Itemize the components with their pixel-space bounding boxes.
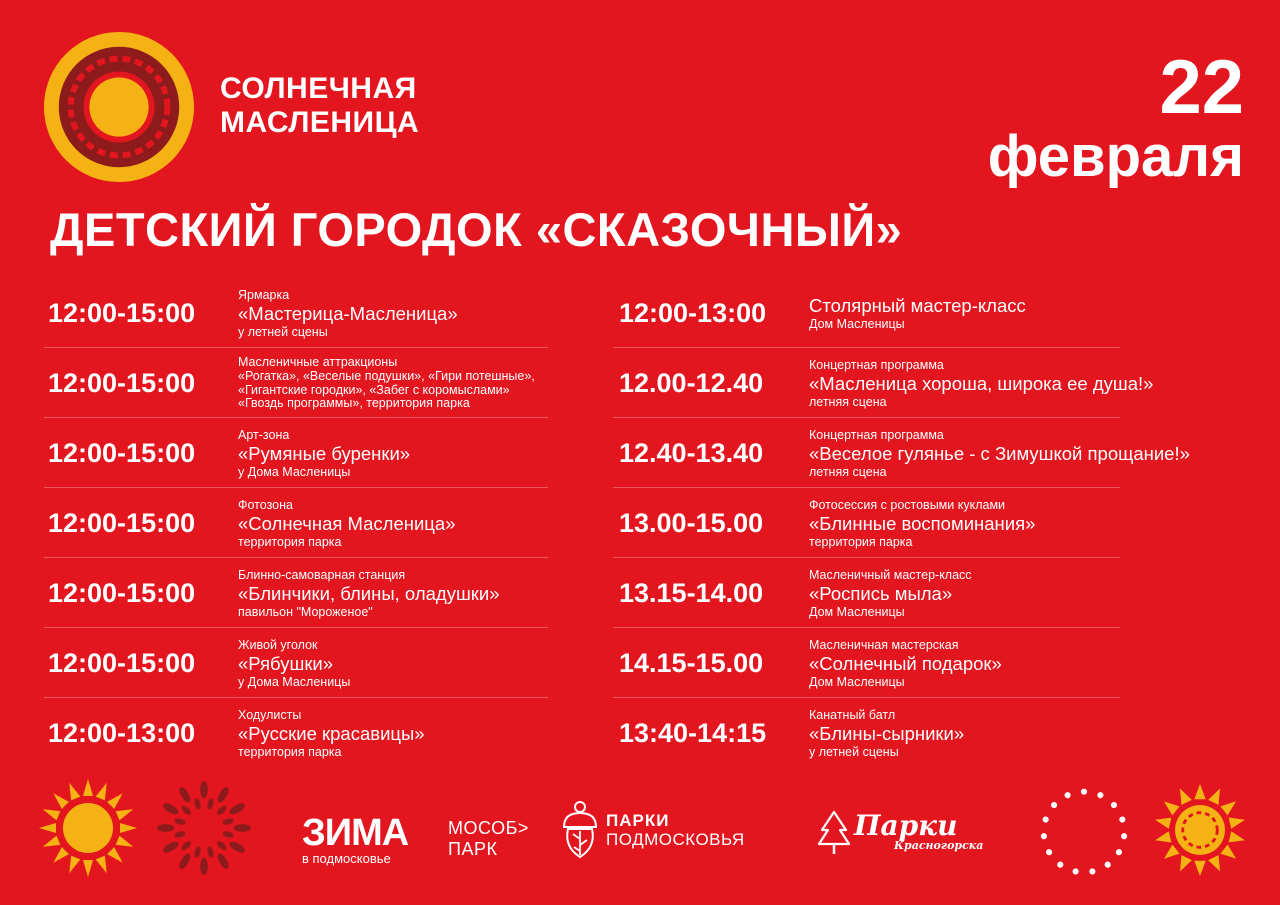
row-name: «Масленица хороша, широка ее душа!» [809,372,1154,394]
row-details-line: «Рогатка», «Веселые подушки», «Гири потешные», [238,369,535,384]
row-time: 14.15-15.00 [619,648,764,678]
schedule-row [44,558,548,628]
schedule-row [613,488,1120,558]
row-category: Концертная программа [809,357,944,372]
parki-line-1: ПАРКИ [606,810,670,830]
row-time: 12:00-15:00 [48,298,196,328]
leaf-ring-icon [156,780,252,876]
row-place: Дом Масленицы [809,674,905,689]
row-info [238,628,350,698]
row-place: Дом Масленицы [809,317,905,331]
row-category: Концертная программа [809,427,944,442]
row-time: 12:00-13:00 [48,718,196,748]
row-time: 13.00-15.00 [619,508,764,538]
partner-zima-logo [302,814,408,866]
row-time: 12:00-15:00 [48,368,196,398]
row-category: Блинно-самоварная станция [238,567,406,582]
date-month: февраля [987,124,1244,189]
row-name: «Роспись мыла» [809,582,953,604]
row-place: летняя сцена [809,464,887,479]
row-time: 12.00-12.40 [619,368,764,398]
page-title: ДЕТСКИЙ ГОРОДОК «СКАЗОЧНЫЙ» [50,203,903,256]
brand-line-1: СОЛНЕЧНАЯ [220,72,417,105]
row-name: «Мастерица-Масленица» [238,302,458,324]
sun-logo-core [89,77,148,136]
row-name: «Русские красавицы» [238,722,425,744]
schedule-row [613,558,1120,628]
row-category: Канатный батл [809,707,896,722]
schedule-row [44,628,548,698]
schedule-row [44,348,548,418]
row-info [809,488,1035,558]
sun-logo-icon [40,28,198,186]
krasnogorsk-line-2: Красногорска [894,839,984,852]
row-details-line: «Гигантские городки», «Забег с коромыслами» [238,382,510,397]
row-place: у летней сцены [238,324,328,339]
row-place: территория парка [238,744,342,759]
schedule-row [44,418,548,488]
row-info [238,558,500,628]
row-name: «Румяные буренки» [238,442,411,464]
schedule-row [44,278,548,348]
schedule-left-column [44,278,548,768]
row-details-line: «Гвоздь программы», территория парка [238,396,470,411]
dot-ring-icon [1036,784,1132,880]
row-name: Столярный мастер-класс [809,295,1026,316]
mosobpark-line-1: МОСОБ> [448,818,529,838]
row-time: 12:00-15:00 [48,438,196,468]
date-day: 22 [1159,45,1244,130]
row-category: Ходулисты [238,707,302,722]
sun-right-icon [1152,782,1248,878]
row-category: Ярмарка [238,287,290,302]
schedule-row [613,278,1120,348]
row-place: у Дома Масленицы [238,674,351,689]
row-time: 12:00-15:00 [48,578,196,608]
row-place: у Дома Масленицы [238,464,351,479]
zima-logo-subtext: в подмосковье [302,851,391,866]
parki-text [606,811,745,850]
row-place: павильон "Мороженое" [238,604,373,619]
row-info [238,488,455,558]
row-info [809,348,1153,418]
row-time: 13:40-14:15 [619,718,767,748]
leaf-icon [560,801,600,859]
row-time: 12.40-13.40 [619,438,764,468]
event-date [987,45,1244,189]
partner-mosobpark-logo [448,818,529,860]
partner-parki-krasnogorska-logo [816,806,983,858]
row-category: Арт-зона [238,427,290,442]
row-name: «Блинчики, блины, оладушки» [238,582,500,604]
schedule-row [613,418,1190,488]
row-place: Дом Масленицы [809,604,905,619]
row-category: Масленичная мастерская [809,637,959,652]
row-time: 12:00-15:00 [48,648,196,678]
row-name: «Веселое гулянье - с Зимушкой прощание!» [809,442,1190,464]
row-name: «Рябушки» [238,652,334,674]
schedule-row [613,628,1120,698]
row-category: Живой уголок [238,637,318,652]
schedule-right-column [613,278,1190,768]
row-info [809,698,964,768]
row-name: «Солнечная Масленица» [238,512,456,534]
brand-name [220,72,419,140]
schedule-row [44,488,548,558]
krasnogorsk-text [854,809,984,852]
row-time: 12:00-15:00 [48,508,196,538]
row-info [238,418,410,488]
row-info [238,348,535,418]
row-category: Фотосессия с ростовыми куклами [809,497,1006,512]
row-info [809,418,1190,488]
row-info [809,628,1002,698]
mosobpark-line-2: ПАРК [448,839,498,859]
row-name: «Блинные воспоминания» [809,512,1036,534]
row-place: летняя сцена [809,394,887,409]
zima-logo-text: ЗИМА [302,812,409,854]
row-category: Масленичный мастер-класс [809,567,972,582]
row-place: у летней сцены [809,744,899,759]
row-place: территория парка [809,534,913,549]
row-info [238,698,425,768]
row-time: 12:00-13:00 [619,298,767,328]
tree-icon [816,808,852,856]
row-time: 13.15-14.00 [619,578,764,608]
row-category: Фотозона [238,497,293,512]
brand-line-2: МАСЛЕНИЦА [220,106,420,139]
row-name: «Солнечный подарок» [809,652,1002,674]
krasnogorsk-line-1: Парки [854,809,958,842]
row-name: «Блины-сырники» [809,722,965,744]
partner-parki-podmoskovya-logo [560,800,745,860]
schedule-row [44,698,548,768]
row-info [809,558,972,628]
row-place: территория парка [238,534,342,549]
row-info [809,278,1026,348]
sun-left-icon [38,778,138,878]
row-category: Масленичные аттракционы [238,355,398,370]
parki-line-2: ПОДМОСКОВЬЯ [606,829,745,849]
row-info [238,278,458,348]
schedule-row [613,698,1120,768]
schedule-row [613,348,1154,418]
